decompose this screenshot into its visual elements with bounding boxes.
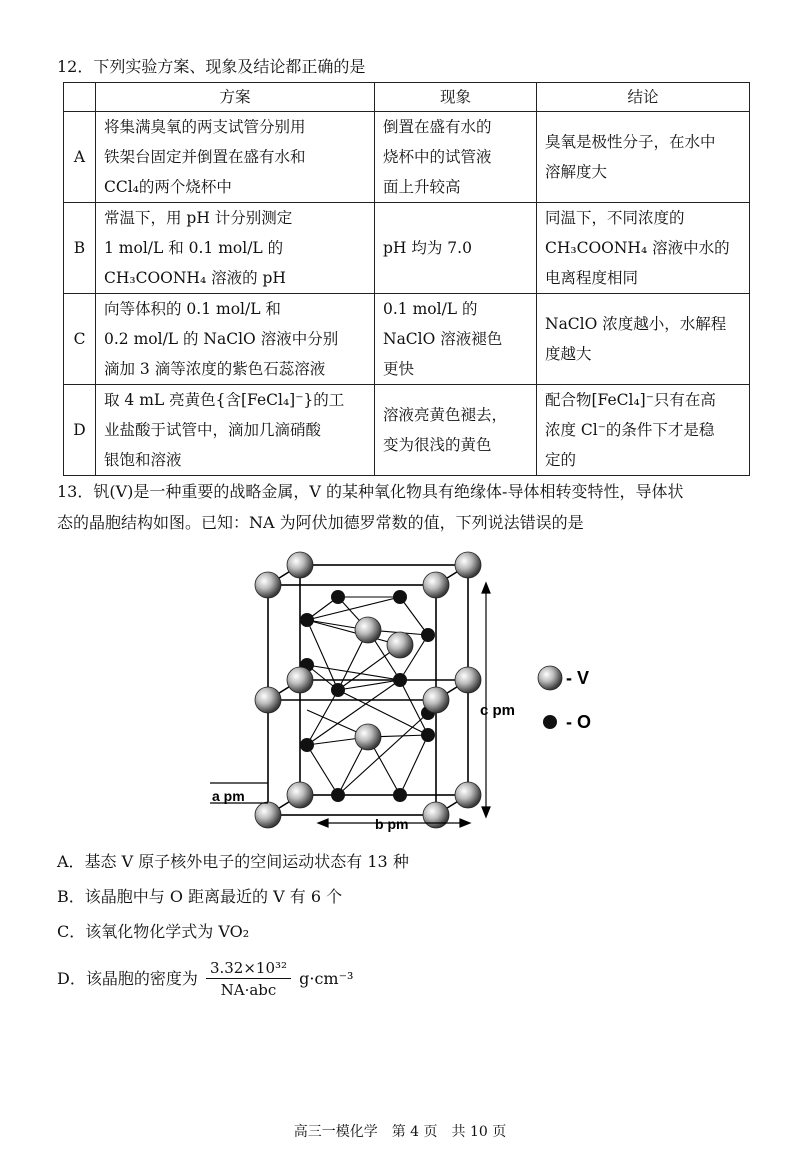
phenomenon-cell (375, 385, 537, 476)
phenomenon-line: 倒置在盛有水的 (383, 118, 492, 136)
page-footer: 高三一模化学 第 4 页 共 10 页 (293, 1124, 507, 1140)
phenomenon-line: 烧杯中的试管液 (383, 148, 492, 166)
legend-v-marker (538, 666, 562, 690)
option-b: B．该晶胞中与 O 距离最近的 V 有 6 个 (57, 887, 343, 906)
phenomenon-line: 更快 (383, 360, 415, 378)
table-header-phenomenon: 现象 (375, 83, 537, 112)
c-dimension-arrow (482, 583, 490, 817)
plan-line: 向等体积的 0.1 mol/L 和 (104, 300, 281, 318)
option-c: C．该氧化物化学式为 VO₂ (57, 922, 250, 941)
phenomenon-line: 变为很浅的黄色 (383, 436, 492, 454)
plan-line: 常温下，用 pH 计分别测定 (104, 209, 293, 227)
crystal-cell-figure (210, 545, 620, 835)
label-b: b pm (375, 816, 409, 832)
density-numerator: 3.32×10³² (206, 958, 291, 979)
plan-line: 滴加 3 滴等浓度的紫色石蕊溶液 (104, 360, 326, 378)
conclusion-cell (537, 294, 750, 385)
row-label: A (64, 112, 96, 203)
table-header-label-col (64, 83, 96, 112)
experiment-table (63, 82, 750, 476)
plan-line: 银饱和溶液 (104, 451, 182, 469)
plan-line: 将集满臭氧的两支试管分别用 (104, 118, 306, 136)
label-c: c pm (480, 702, 516, 719)
conclusion-line: CH₃COONH₄ 溶液中水的 (545, 239, 730, 257)
conclusion-line: 配合物[FeCl₄]⁻只有在高 (545, 391, 716, 409)
phenomenon-cell (375, 203, 537, 294)
row-label: D (64, 385, 96, 476)
phenomenon-cell (375, 112, 537, 203)
phenomenon-line: 面上升较高 (383, 178, 461, 196)
plan-line: 取 4 mL 亮黄色{含[FeCl₄]⁻}的工 (104, 391, 345, 409)
conclusion-line: 定的 (545, 451, 577, 469)
table-header-conclusion: 结论 (537, 83, 750, 112)
density-denominator: NA·abc (220, 981, 277, 999)
conclusion-cell (537, 112, 750, 203)
plan-line: 业盐酸于试管中，滴加几滴硝酸 (104, 421, 322, 439)
question-13-title: 13．钒(V)是一种重要的战略金属，V 的某种氧化物具有绝缘体-导体相转变特性，导体状 (57, 482, 684, 501)
question-13-stem: 态的晶胞结构如图。已知：NA 为阿伏加德罗常数的值，下列说法错误的是 (57, 513, 584, 532)
row-label: C (64, 294, 96, 385)
plan-line: CH₃COONH₄ 溶液的 pH (104, 269, 286, 287)
phenomenon-line: NaClO 溶液褪色 (383, 330, 503, 348)
plan-line: 铁架台固定并倒置在盛有水和 (104, 148, 306, 166)
conclusion-line: 浓度 Cl⁻的条件下才是稳 (545, 421, 715, 439)
label-a: a pm (212, 788, 245, 804)
plan-cell (96, 385, 375, 476)
conclusion-cell (537, 385, 750, 476)
legend-v-label: - V (566, 668, 590, 688)
conclusion-line: 溶解度大 (545, 163, 608, 181)
conclusion-line: 同温下，不同浓度的 (545, 209, 685, 227)
legend-o-label: - O (566, 712, 591, 732)
phenomenon-line: 溶液亮黄色褪去， (383, 406, 508, 424)
plan-line: 0.2 mol/L 的 NaClO 溶液中分别 (104, 330, 339, 348)
row-label: B (64, 203, 96, 294)
v-atoms (255, 552, 481, 828)
conclusion-line: 度越大 (545, 345, 592, 363)
plan-line: CCl₄的两个烧杯中 (104, 178, 232, 196)
table-row (64, 203, 750, 294)
plan-cell (96, 112, 375, 203)
phenomenon-line: pH 均为 7.0 (383, 239, 472, 257)
option-a: A．基态 V 原子核外电子的空间运动状态有 13 种 (57, 852, 409, 871)
question-12-title: 12．下列实验方案、现象及结论都正确的是 (57, 57, 366, 76)
density-unit: g·cm⁻³ (299, 969, 354, 988)
table-header-row (64, 83, 750, 112)
table-row (64, 385, 750, 476)
plan-line: 1 mol/L 和 0.1 mol/L 的 (104, 239, 284, 257)
table-row (64, 112, 750, 203)
option-d-prefix: D．该晶胞的密度为 (57, 969, 198, 988)
plan-cell (96, 203, 375, 294)
conclusion-line: 臭氧是极性分子，在水中 (545, 133, 716, 151)
option-d (57, 958, 353, 1001)
phenomenon-cell (375, 294, 537, 385)
table-row (64, 294, 750, 385)
table-header-plan: 方案 (96, 83, 375, 112)
plan-cell (96, 294, 375, 385)
conclusion-line: 电离程度相同 (545, 269, 639, 287)
phenomenon-line: 0.1 mol/L 的 (383, 300, 478, 318)
conclusion-line: NaClO 浓度越小，水解程 (545, 315, 727, 333)
conclusion-cell (537, 203, 750, 294)
density-fraction (206, 958, 291, 1001)
legend-o-marker (543, 715, 557, 729)
